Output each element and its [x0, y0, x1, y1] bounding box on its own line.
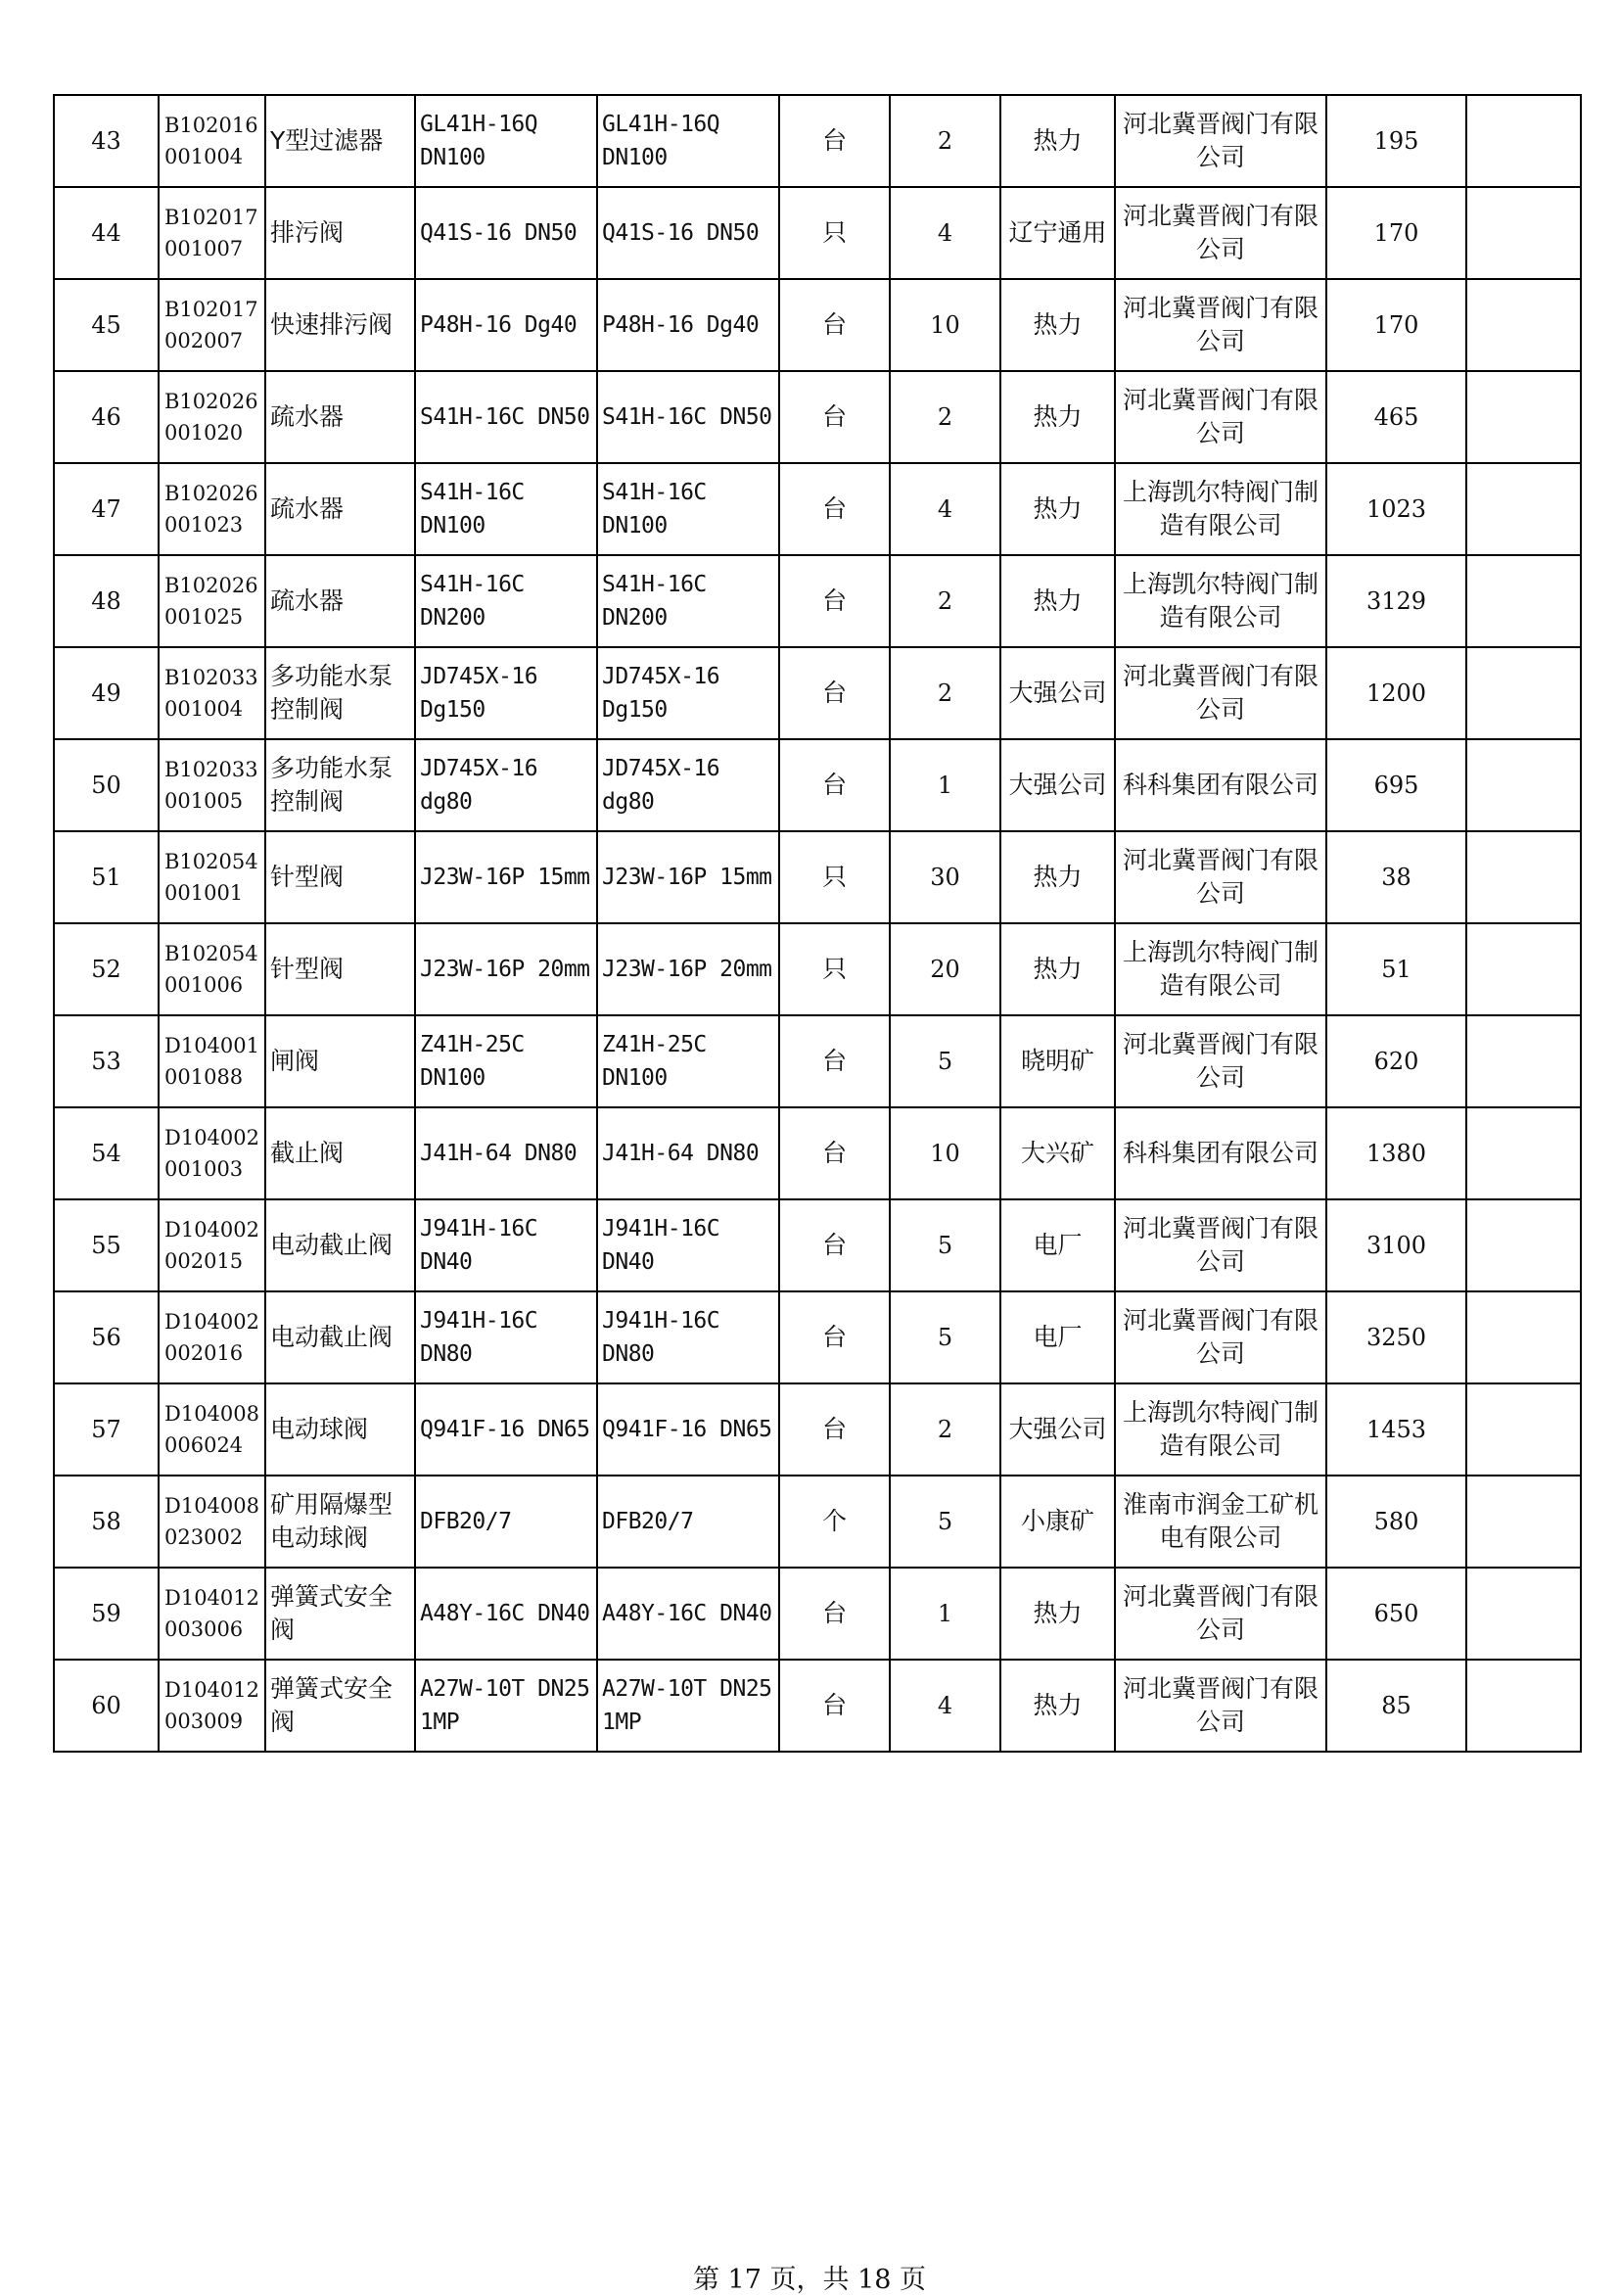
cell-unit: 台: [779, 95, 890, 187]
cell-model: J23W-16P 15mm: [597, 831, 779, 923]
cell-serial-number: 51: [54, 831, 159, 923]
cell-quantity: 30: [890, 831, 1000, 923]
cell-user-unit: 热力: [1000, 371, 1115, 463]
cell-remark: [1466, 1383, 1581, 1476]
cell-user-unit: 小康矿: [1000, 1476, 1115, 1568]
cell-supplier: 河北冀晋阀门有限公司: [1115, 1199, 1326, 1291]
cell-supplier: 河北冀晋阀门有限公司: [1115, 95, 1326, 187]
cell-specification: S41H-16C DN100: [415, 463, 597, 555]
cell-material-code: B102026001020: [159, 371, 265, 463]
cell-model: Z41H-25C DN100: [597, 1015, 779, 1107]
cell-specification: P48H-16 Dg40: [415, 279, 597, 371]
table-row: [54, 1568, 1581, 1660]
cell-model: J941H-16C DN40: [597, 1199, 779, 1291]
cell-unit-price: 38: [1326, 831, 1466, 923]
cell-quantity: 4: [890, 187, 1000, 279]
cell-material-name: Y型过滤器: [265, 95, 415, 187]
cell-remark: [1466, 647, 1581, 739]
cell-user-unit: 热力: [1000, 279, 1115, 371]
cell-model: S41H-16C DN50: [597, 371, 779, 463]
table-row: [54, 1383, 1581, 1476]
table-row: [54, 187, 1581, 279]
cell-user-unit: 热力: [1000, 923, 1115, 1015]
cell-model: DFB20/7: [597, 1476, 779, 1568]
cell-material-code: B102016001004: [159, 95, 265, 187]
cell-supplier: 上海凯尔特阀门制造有限公司: [1115, 923, 1326, 1015]
cell-material-name: 截止阀: [265, 1107, 415, 1199]
cell-material-code: B102033001005: [159, 739, 265, 831]
cell-serial-number: 43: [54, 95, 159, 187]
cell-material-code: D104008006024: [159, 1383, 265, 1476]
cell-quantity: 2: [890, 1383, 1000, 1476]
cell-material-code: B102017002007: [159, 279, 265, 371]
cell-unit: 台: [779, 371, 890, 463]
cell-material-name: 电动截止阀: [265, 1199, 415, 1291]
cell-unit: 台: [779, 555, 890, 647]
data-table: [53, 94, 1582, 1753]
cell-quantity: 1: [890, 739, 1000, 831]
cell-supplier: 科科集团有限公司: [1115, 739, 1326, 831]
cell-model: Q941F-16 DN65: [597, 1383, 779, 1476]
table-row: [54, 1660, 1581, 1752]
table-row: [54, 95, 1581, 187]
cell-unit: 台: [779, 739, 890, 831]
cell-user-unit: 热力: [1000, 555, 1115, 647]
cell-model: J941H-16C DN80: [597, 1291, 779, 1383]
cell-serial-number: 44: [54, 187, 159, 279]
cell-remark: [1466, 923, 1581, 1015]
cell-specification: Q941F-16 DN65: [415, 1383, 597, 1476]
cell-quantity: 20: [890, 923, 1000, 1015]
cell-user-unit: 热力: [1000, 463, 1115, 555]
cell-supplier: 河北冀晋阀门有限公司: [1115, 371, 1326, 463]
cell-unit-price: 85: [1326, 1660, 1466, 1752]
cell-unit: 只: [779, 187, 890, 279]
cell-model: J23W-16P 20mm: [597, 923, 779, 1015]
cell-material-name: 疏水器: [265, 555, 415, 647]
cell-unit: 台: [779, 647, 890, 739]
cell-unit-price: 3250: [1326, 1291, 1466, 1383]
cell-specification: JD745X-16 Dg150: [415, 647, 597, 739]
page-footer: 第 17 页，共 18 页: [692, 2265, 927, 2295]
cell-unit-price: 580: [1326, 1476, 1466, 1568]
cell-unit: 只: [779, 831, 890, 923]
cell-remark: [1466, 1199, 1581, 1291]
cell-unit-price: 170: [1326, 279, 1466, 371]
cell-model: S41H-16C DN200: [597, 555, 779, 647]
cell-serial-number: 52: [54, 923, 159, 1015]
cell-material-name: 闸阀: [265, 1015, 415, 1107]
cell-material-name: 疏水器: [265, 463, 415, 555]
cell-remark: [1466, 1291, 1581, 1383]
cell-serial-number: 50: [54, 739, 159, 831]
cell-quantity: 2: [890, 371, 1000, 463]
cell-unit-price: 650: [1326, 1568, 1466, 1660]
cell-remark: [1466, 1660, 1581, 1752]
cell-specification: GL41H-16Q DN100: [415, 95, 597, 187]
cell-material-code: D104002002015: [159, 1199, 265, 1291]
cell-unit: 台: [779, 1291, 890, 1383]
cell-user-unit: 热力: [1000, 1568, 1115, 1660]
cell-unit-price: 1380: [1326, 1107, 1466, 1199]
cell-material-code: D104002001003: [159, 1107, 265, 1199]
cell-unit: 台: [779, 1015, 890, 1107]
cell-supplier: 淮南市润金工矿机电有限公司: [1115, 1476, 1326, 1568]
cell-serial-number: 58: [54, 1476, 159, 1568]
cell-model: S41H-16C DN100: [597, 463, 779, 555]
cell-remark: [1466, 1476, 1581, 1568]
cell-serial-number: 45: [54, 279, 159, 371]
cell-model: A27W-10T DN25 1MP: [597, 1660, 779, 1752]
cell-supplier: 河北冀晋阀门有限公司: [1115, 1291, 1326, 1383]
cell-serial-number: 55: [54, 1199, 159, 1291]
cell-quantity: 10: [890, 1107, 1000, 1199]
cell-material-name: 多功能水泵控制阀: [265, 739, 415, 831]
cell-quantity: 4: [890, 1660, 1000, 1752]
cell-unit: 个: [779, 1476, 890, 1568]
cell-model: JD745X-16 dg80: [597, 739, 779, 831]
cell-remark: [1466, 831, 1581, 923]
cell-user-unit: 大兴矿: [1000, 1107, 1115, 1199]
cell-supplier: 河北冀晋阀门有限公司: [1115, 647, 1326, 739]
cell-material-name: 电动球阀: [265, 1383, 415, 1476]
cell-user-unit: 热力: [1000, 1660, 1115, 1752]
cell-specification: A27W-10T DN25 1MP: [415, 1660, 597, 1752]
cell-unit-price: 195: [1326, 95, 1466, 187]
cell-specification: J41H-64 DN80: [415, 1107, 597, 1199]
cell-specification: J941H-16C DN40: [415, 1199, 597, 1291]
cell-serial-number: 54: [54, 1107, 159, 1199]
cell-serial-number: 48: [54, 555, 159, 647]
cell-unit: 只: [779, 923, 890, 1015]
cell-material-name: 矿用隔爆型电动球阀: [265, 1476, 415, 1568]
cell-unit: 台: [779, 1107, 890, 1199]
cell-unit: 台: [779, 1568, 890, 1660]
cell-supplier: 河北冀晋阀门有限公司: [1115, 1015, 1326, 1107]
cell-specification: S41H-16C DN200: [415, 555, 597, 647]
cell-serial-number: 53: [54, 1015, 159, 1107]
cell-supplier: 上海凯尔特阀门制造有限公司: [1115, 463, 1326, 555]
cell-user-unit: 电厂: [1000, 1199, 1115, 1291]
cell-unit-price: 1453: [1326, 1383, 1466, 1476]
cell-user-unit: 辽宁通用: [1000, 187, 1115, 279]
cell-user-unit: 大强公司: [1000, 1383, 1115, 1476]
cell-user-unit: 晓明矿: [1000, 1015, 1115, 1107]
cell-specification: S41H-16C DN50: [415, 371, 597, 463]
cell-serial-number: 56: [54, 1291, 159, 1383]
table-row: [54, 371, 1581, 463]
cell-unit-price: 1200: [1326, 647, 1466, 739]
cell-quantity: 10: [890, 279, 1000, 371]
cell-user-unit: 热力: [1000, 95, 1115, 187]
cell-supplier: 河北冀晋阀门有限公司: [1115, 1660, 1326, 1752]
table-row: [54, 1291, 1581, 1383]
cell-material-name: 疏水器: [265, 371, 415, 463]
cell-material-name: 弹簧式安全阀: [265, 1660, 415, 1752]
cell-unit: 台: [779, 1660, 890, 1752]
cell-remark: [1466, 555, 1581, 647]
cell-unit-price: 695: [1326, 739, 1466, 831]
cell-material-code: B102026001023: [159, 463, 265, 555]
cell-serial-number: 47: [54, 463, 159, 555]
cell-unit: 台: [779, 279, 890, 371]
cell-remark: [1466, 739, 1581, 831]
cell-quantity: 5: [890, 1476, 1000, 1568]
cell-material-name: 排污阀: [265, 187, 415, 279]
cell-unit: 台: [779, 463, 890, 555]
cell-specification: J23W-16P 20mm: [415, 923, 597, 1015]
cell-unit-price: 51: [1326, 923, 1466, 1015]
cell-material-name: 弹簧式安全阀: [265, 1568, 415, 1660]
cell-unit-price: 3129: [1326, 555, 1466, 647]
cell-unit-price: 465: [1326, 371, 1466, 463]
cell-material-code: B102054001006: [159, 923, 265, 1015]
cell-unit: 台: [779, 1383, 890, 1476]
cell-model: J41H-64 DN80: [597, 1107, 779, 1199]
cell-quantity: 5: [890, 1015, 1000, 1107]
cell-material-name: 电动截止阀: [265, 1291, 415, 1383]
table-row: [54, 463, 1581, 555]
cell-unit: 台: [779, 1199, 890, 1291]
cell-user-unit: 热力: [1000, 831, 1115, 923]
cell-specification: J941H-16C DN80: [415, 1291, 597, 1383]
cell-quantity: 2: [890, 647, 1000, 739]
cell-unit-price: 1023: [1326, 463, 1466, 555]
cell-unit-price: 3100: [1326, 1199, 1466, 1291]
cell-material-name: 快速排污阀: [265, 279, 415, 371]
cell-model: Q41S-16 DN50: [597, 187, 779, 279]
table-row: [54, 739, 1581, 831]
table-row: [54, 279, 1581, 371]
table-row: [54, 647, 1581, 739]
cell-model: P48H-16 Dg40: [597, 279, 779, 371]
cell-user-unit: 大强公司: [1000, 647, 1115, 739]
table-row: [54, 1199, 1581, 1291]
cell-remark: [1466, 279, 1581, 371]
table-body: [54, 95, 1581, 1752]
table-row: [54, 923, 1581, 1015]
cell-quantity: 5: [890, 1199, 1000, 1291]
cell-remark: [1466, 95, 1581, 187]
cell-serial-number: 57: [54, 1383, 159, 1476]
cell-material-code: D104012003006: [159, 1568, 265, 1660]
cell-unit-price: 620: [1326, 1015, 1466, 1107]
cell-supplier: 河北冀晋阀门有限公司: [1115, 831, 1326, 923]
table-row: [54, 1107, 1581, 1199]
table-row: [54, 1015, 1581, 1107]
cell-material-name: 针型阀: [265, 923, 415, 1015]
cell-model: A48Y-16C DN40: [597, 1568, 779, 1660]
cell-quantity: 2: [890, 95, 1000, 187]
cell-remark: [1466, 463, 1581, 555]
cell-user-unit: 电厂: [1000, 1291, 1115, 1383]
cell-material-code: D104008023002: [159, 1476, 265, 1568]
table-row: [54, 1476, 1581, 1568]
cell-supplier: 上海凯尔特阀门制造有限公司: [1115, 555, 1326, 647]
cell-material-code: B102017001007: [159, 187, 265, 279]
cell-serial-number: 46: [54, 371, 159, 463]
cell-material-code: D104012003009: [159, 1660, 265, 1752]
cell-quantity: 2: [890, 555, 1000, 647]
cell-material-code: D104002002016: [159, 1291, 265, 1383]
cell-supplier: 河北冀晋阀门有限公司: [1115, 1568, 1326, 1660]
cell-remark: [1466, 1015, 1581, 1107]
cell-material-code: B102026001025: [159, 555, 265, 647]
cell-quantity: 1: [890, 1568, 1000, 1660]
cell-material-name: 针型阀: [265, 831, 415, 923]
cell-supplier: 河北冀晋阀门有限公司: [1115, 279, 1326, 371]
cell-specification: Z41H-25C DN100: [415, 1015, 597, 1107]
cell-specification: A48Y-16C DN40: [415, 1568, 597, 1660]
cell-specification: JD745X-16 dg80: [415, 739, 597, 831]
table-row: [54, 555, 1581, 647]
cell-remark: [1466, 1107, 1581, 1199]
cell-specification: DFB20/7: [415, 1476, 597, 1568]
cell-model: JD745X-16 Dg150: [597, 647, 779, 739]
cell-specification: J23W-16P 15mm: [415, 831, 597, 923]
cell-unit-price: 170: [1326, 187, 1466, 279]
cell-serial-number: 60: [54, 1660, 159, 1752]
cell-supplier: 上海凯尔特阀门制造有限公司: [1115, 1383, 1326, 1476]
cell-specification: Q41S-16 DN50: [415, 187, 597, 279]
cell-supplier: 科科集团有限公司: [1115, 1107, 1326, 1199]
cell-user-unit: 大强公司: [1000, 739, 1115, 831]
cell-material-code: B102054001001: [159, 831, 265, 923]
cell-serial-number: 49: [54, 647, 159, 739]
cell-quantity: 5: [890, 1291, 1000, 1383]
cell-material-name: 多功能水泵控制阀: [265, 647, 415, 739]
cell-quantity: 4: [890, 463, 1000, 555]
cell-material-code: D104001001088: [159, 1015, 265, 1107]
cell-model: GL41H-16Q DN100: [597, 95, 779, 187]
cell-supplier: 河北冀晋阀门有限公司: [1115, 187, 1326, 279]
cell-remark: [1466, 187, 1581, 279]
cell-material-code: B102033001004: [159, 647, 265, 739]
cell-remark: [1466, 1568, 1581, 1660]
cell-remark: [1466, 371, 1581, 463]
cell-serial-number: 59: [54, 1568, 159, 1660]
table-row: [54, 831, 1581, 923]
